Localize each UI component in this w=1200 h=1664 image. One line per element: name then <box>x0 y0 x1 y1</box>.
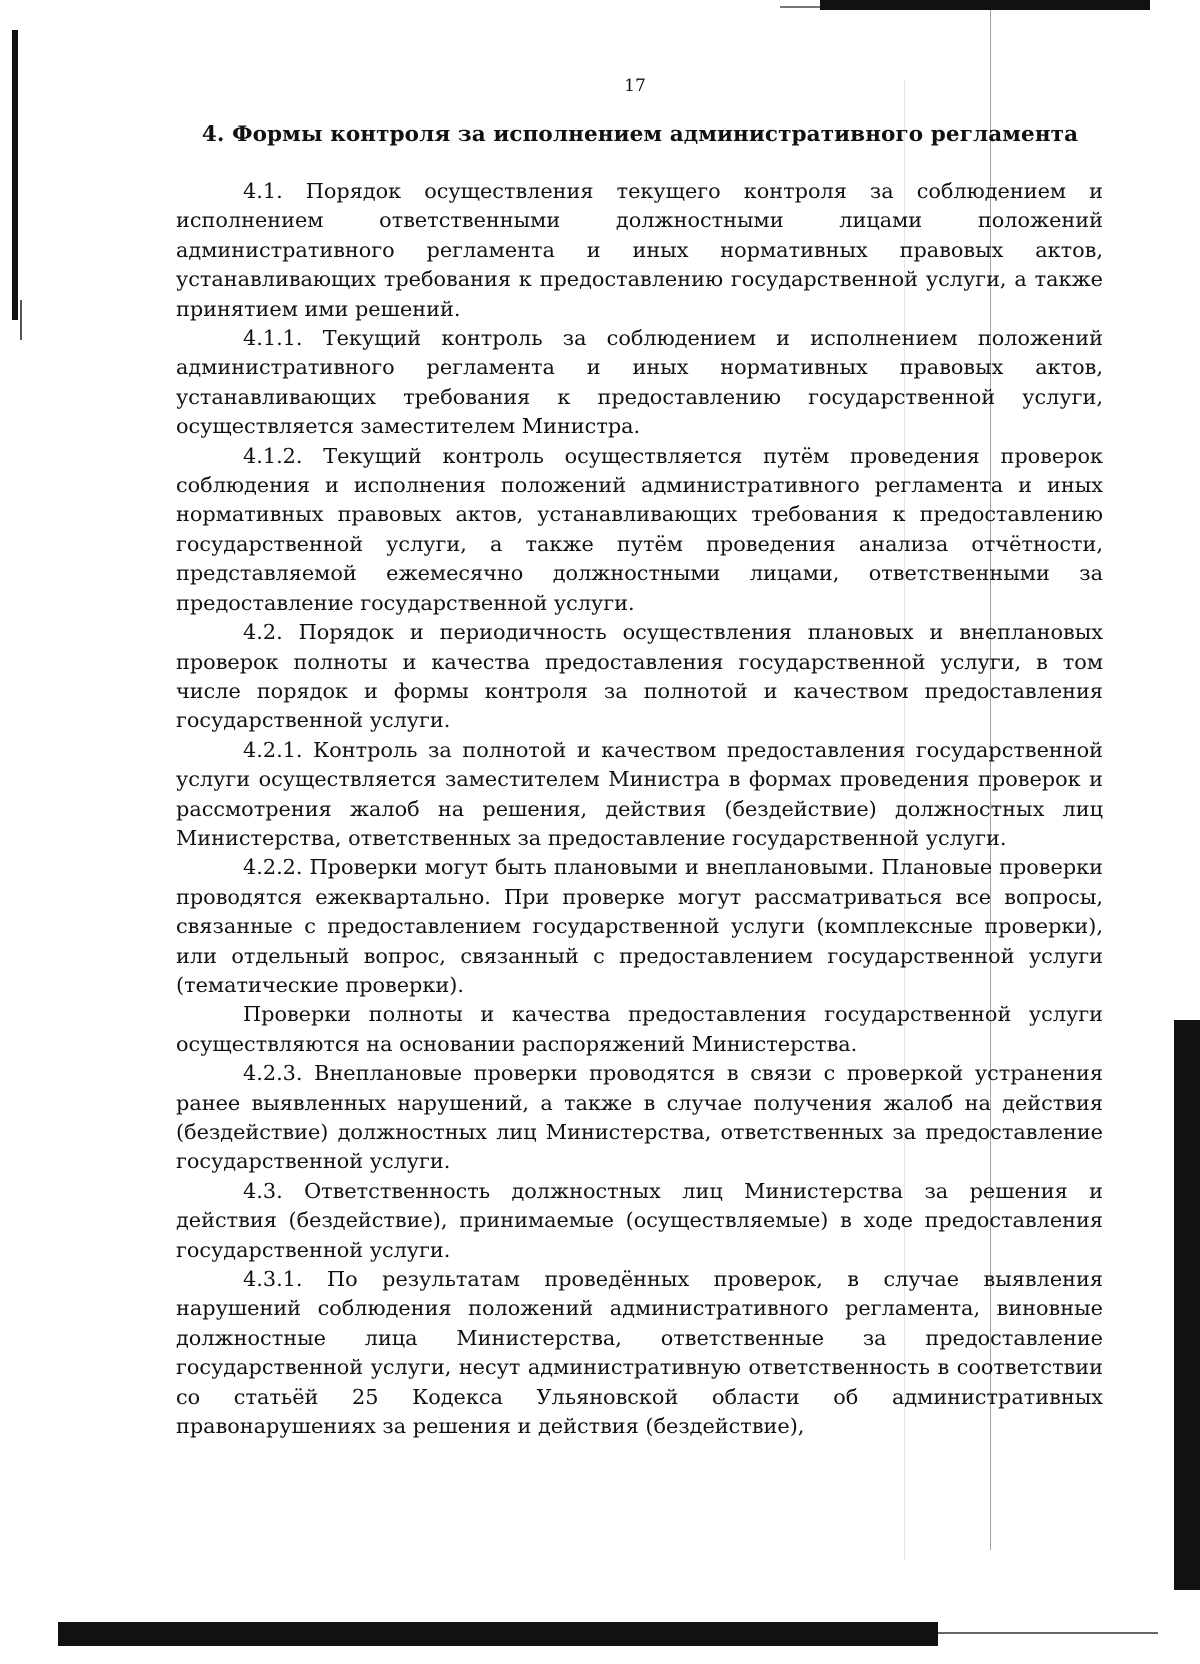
paragraph-4-2-2: 4.2.2. Проверки могут быть плановыми и внеплановыми. Плановые проверки проводятся ежеквартально. При проверке могут рассматриваться все вопросы, связанные с предоставлением государственной услуги (комплексные проверки), или отдельный вопрос, связанный с предоставлением государственной услуги (тематические проверки). <box>176 855 1103 997</box>
section-title: 4. Формы контроля за исполнением административного регламента <box>201 122 1079 147</box>
paragraph-4-3: 4.3. Ответственность должностных лиц Министерства за решения и действия (бездействие), принимаемые (осуществляемые) в ходе предоставления государственной услуги. <box>176 1178 1103 1262</box>
paragraph-4-2-1: 4.2.1. Контроль за полнотой и качеством предоставления государственной услуги осуществляется заместителем Министра в формах проведения проверок и рассмотрения жалоб на решения, действия (бездействие) должностных лиц Министерства, ответственных за предоставление государственной услуги. <box>176 737 1103 850</box>
scan-border-top <box>820 0 1150 10</box>
paragraph-4-1-2: 4.1.2. Текущий контроль осуществляется путём проведения проверок соблюдения и исполнения положений административного регламента и иных нормативных правовых актов, устанавливающих требования к предоставлению государственной услуги, а также путём проведения анализа отчётности, представляемой ежемесячно должностными лицами, ответственными за предоставление государственной услуги. <box>176 443 1103 615</box>
paragraph-4-1-1: 4.1.1. Текущий контроль за соблюдением и исполнением положений административного регламента и иных нормативных правовых актов, устанавливающих требования к предоставлению государственной услуги, осуществляется заместителем Министра. <box>176 326 1103 439</box>
document-body <box>176 177 1103 1441</box>
scan-border-bottom <box>58 1622 938 1646</box>
scan-border-right <box>1174 1020 1200 1590</box>
paragraph-4-1: 4.1. Порядок осуществления текущего контроля за соблюдением и исполнением ответственными должностными лицами положений административного регламента и иных нормативных правовых актов, устанавливающих требования к предоставлению государственной услуги, а также принятием ими решений. <box>176 179 1103 321</box>
scan-border-bottom-thin <box>938 1632 1158 1634</box>
paragraph-4-2-3: 4.2.3. Внеплановые проверки проводятся в связи с проверкой устранения ранее выявленных нарушений, а также в случае получения жалоб на действия (бездействие) должностных лиц Министерства, ответственных за предоставление государственной услуги. <box>176 1061 1103 1174</box>
paragraph-inspections-basis: Проверки полноты и качества предоставления государственной услуги осуществляются на основании распоряжений Министерства. <box>176 1002 1103 1056</box>
scan-border-left <box>12 30 18 320</box>
scan-border-top-thin <box>780 6 820 8</box>
paragraph-4-3-1: 4.3.1. По результатам проведённых проверок, в случае выявления нарушений соблюдения положений административного регламента, виновные должностные лица Министерства, ответственные за предоставление государственной услуги, несут административную ответственность в соответствии со статьёй 25 Кодекса Ульяновской области об административных правонарушениях за решения и действия (бездействие), <box>176 1267 1103 1439</box>
scan-border-left-thin <box>20 300 22 340</box>
page-number: 17 <box>624 76 646 96</box>
paragraph-4-2: 4.2. Порядок и периодичность осуществления плановых и внеплановых проверок полноты и качества предоставления государственной услуги, в том числе порядок и формы контроля за полнотой и качеством предоставления государственной услуги. <box>176 620 1103 733</box>
